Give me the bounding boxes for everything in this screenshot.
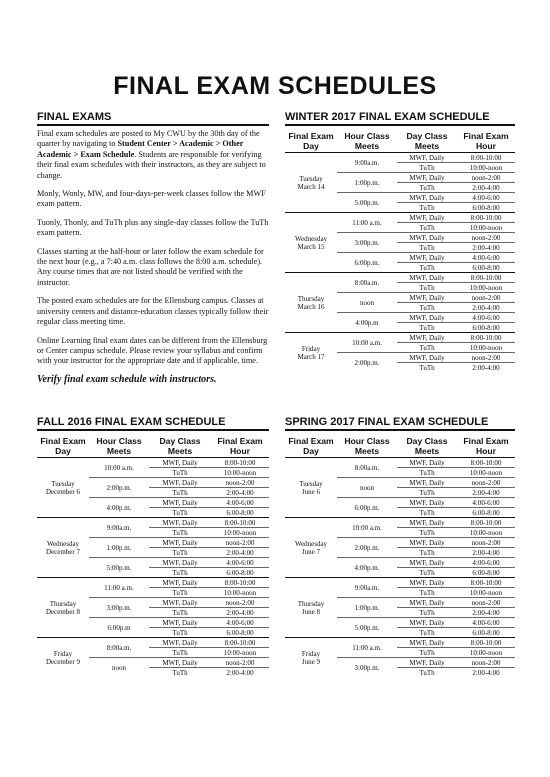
table-row <box>37 578 269 588</box>
exam-hour: 2:00-4:00 <box>457 548 515 558</box>
exam-hour: 2:00-4:00 <box>457 363 515 373</box>
exam-date: June 7 <box>301 547 321 556</box>
exam-hour: 2:00-4:00 <box>211 608 269 618</box>
spring-schedule-table <box>285 436 515 677</box>
exam-hour: 2:00-4:00 <box>211 548 269 558</box>
class-days: MWF, Daily <box>149 458 211 468</box>
class-hour: 3:00p.m. <box>337 658 397 678</box>
class-hour: 10:00 a.m. <box>337 333 397 353</box>
class-days: MWF, Daily <box>149 658 211 668</box>
final-exams-text <box>37 129 269 393</box>
exam-hour: 10:00-noon <box>457 163 515 173</box>
exam-day-cell <box>285 518 337 578</box>
exam-hour: 4:00-6:00 <box>457 253 515 263</box>
exam-day-cell <box>285 458 337 518</box>
class-hour: 1:00p.m. <box>337 173 397 193</box>
class-days: TuTh <box>149 668 211 678</box>
class-days: TuTh <box>149 508 211 518</box>
exam-hour: 8:00-10:00 <box>457 213 515 223</box>
exam-hour: noon-2:00 <box>211 658 269 668</box>
exam-hour: 4:00-6:00 <box>457 193 515 203</box>
column-header: Day Class Meets <box>397 436 457 458</box>
exam-hour: 2:00-4:00 <box>457 488 515 498</box>
fall-heading: FALL 2016 FINAL EXAM SCHEDULE <box>37 416 269 431</box>
exam-hour: 6:00-8:00 <box>457 203 515 213</box>
exam-date: December 9 <box>45 657 80 666</box>
class-hour: 9:00a.m. <box>89 518 149 538</box>
table-row <box>37 638 269 648</box>
class-hour: 6:00p.m <box>89 618 149 638</box>
class-days: MWF, Daily <box>149 558 211 568</box>
class-days: TuTh <box>149 608 211 618</box>
exam-day-cell <box>285 638 337 678</box>
exam-hour: 10:00-noon <box>211 588 269 598</box>
table-header-row <box>285 131 515 153</box>
intro-paragraph-3: Tuonly, Thonly, and TuTh plus any single-day classes follow the TuTh exam pattern. <box>37 217 269 238</box>
class-days: TuTh <box>397 263 457 273</box>
exam-date: March 17 <box>297 352 325 361</box>
class-hour: 5:00p.m. <box>337 618 397 638</box>
class-days: TuTh <box>397 568 457 578</box>
class-hour: 2:00p.m. <box>89 478 149 498</box>
column-header: Final Exam Day <box>37 436 89 458</box>
exam-date: June 8 <box>301 607 321 616</box>
class-days: TuTh <box>149 548 211 558</box>
class-days: TuTh <box>149 588 211 598</box>
class-days: MWF, Daily <box>397 618 457 628</box>
exam-hour: 8:00-10:00 <box>457 273 515 283</box>
exam-date: December 7 <box>45 547 80 556</box>
class-hour: 8:00a.m. <box>337 458 397 478</box>
exam-date: March 14 <box>297 182 325 191</box>
class-days: MWF, Daily <box>397 658 457 668</box>
winter-heading: WINTER 2017 FINAL EXAM SCHEDULE <box>285 111 515 126</box>
exam-hour: noon-2:00 <box>211 478 269 488</box>
column-header: Hour Class Meets <box>337 131 397 153</box>
exam-day-cell <box>285 333 337 373</box>
exam-hour: noon-2:00 <box>457 293 515 303</box>
class-days: MWF, Daily <box>149 618 211 628</box>
exam-hour: 6:00-8:00 <box>211 628 269 638</box>
class-days: TuTh <box>397 668 457 678</box>
exam-day-cell <box>37 518 89 578</box>
class-days: TuTh <box>397 588 457 598</box>
exam-hour: noon-2:00 <box>457 173 515 183</box>
class-days: TuTh <box>397 363 457 373</box>
class-days: MWF, Daily <box>149 498 211 508</box>
class-days: MWF, Daily <box>397 478 457 488</box>
exam-date: March 16 <box>297 302 325 311</box>
table-row <box>285 213 515 223</box>
class-hour: 5:00p.m. <box>89 558 149 578</box>
table-row <box>285 458 515 468</box>
class-hour: noon <box>337 478 397 498</box>
exam-hour: 6:00-8:00 <box>211 508 269 518</box>
class-days: TuTh <box>149 528 211 538</box>
exam-hour: 10:00-noon <box>457 588 515 598</box>
final-exams-heading: FINAL EXAMS <box>37 111 269 126</box>
class-days: MWF, Daily <box>397 153 457 163</box>
class-days: TuTh <box>397 548 457 558</box>
exam-hour: 10:00-noon <box>211 648 269 658</box>
exam-hour: 4:00-6:00 <box>457 558 515 568</box>
exam-hour: 10:00-noon <box>457 528 515 538</box>
class-days: TuTh <box>397 163 457 173</box>
class-days: TuTh <box>397 243 457 253</box>
column-header: Hour Class Meets <box>337 436 397 458</box>
class-hour: 3:00p.m. <box>337 233 397 253</box>
class-days: MWF, Daily <box>397 313 457 323</box>
class-days: MWF, Daily <box>397 353 457 363</box>
class-days: MWF, Daily <box>149 598 211 608</box>
column-header: Final Exam Day <box>285 436 337 458</box>
fall-schedule-table <box>37 436 269 677</box>
exam-hour: 2:00-4:00 <box>457 183 515 193</box>
exam-hour: 2:00-4:00 <box>457 608 515 618</box>
intro-paragraph-5: The posted exam schedules are for the Ellensburg campus. Classes at university centers and distance-education classes typically follow their regular class meeting time. <box>37 296 269 327</box>
table-row <box>285 638 515 648</box>
class-days: TuTh <box>397 648 457 658</box>
table-row <box>285 518 515 528</box>
exam-schedule-path: Student Center > Academic > Other Academic > Exam Schedule <box>37 139 244 159</box>
winter-schedule-table <box>285 131 515 372</box>
exam-hour: 8:00-10:00 <box>457 578 515 588</box>
intro-paragraph-4: Classes starting at the half-hour or later follow the exam schedule for the next hour (e.g., a 7:40 a.m. class follows the 8:00 a.m. schedule). Any course times that are not listed should be verified with the instructor. <box>37 246 264 287</box>
exam-hour: 8:00-10:00 <box>211 578 269 588</box>
exam-hour: 4:00-6:00 <box>457 498 515 508</box>
exam-hour: noon-2:00 <box>457 598 515 608</box>
exam-hour: 10:00-noon <box>211 528 269 538</box>
intro-paragraph-2: Monly, Wonly, MW, and four-days-per-week classes follow the MWF exam pattern. <box>37 189 266 209</box>
exam-hour: 10:00-noon <box>457 468 515 478</box>
exam-hour: 8:00-10:00 <box>211 518 269 528</box>
class-hour: 4:00p.m. <box>337 558 397 578</box>
exam-hour: 4:00-6:00 <box>457 618 515 628</box>
class-hour: 9:00a.m. <box>337 578 397 598</box>
class-hour: 1:00p.m. <box>89 538 149 558</box>
class-days: TuTh <box>397 303 457 313</box>
exam-day: Tuesday <box>299 479 323 488</box>
class-days: MWF, Daily <box>397 173 457 183</box>
exam-hour: 4:00-6:00 <box>211 618 269 628</box>
class-days: MWF, Daily <box>397 333 457 343</box>
class-days: TuTh <box>397 488 457 498</box>
exam-hour: 8:00-10:00 <box>457 638 515 648</box>
class-days: MWF, Daily <box>149 478 211 488</box>
column-header: Final Exam Hour <box>457 436 515 458</box>
class-days: MWF, Daily <box>397 253 457 263</box>
exam-day: Wednesday <box>46 539 80 548</box>
exam-hour: 6:00-8:00 <box>457 628 515 638</box>
class-days: TuTh <box>397 183 457 193</box>
class-hour: 11:00 a.m. <box>337 638 397 658</box>
table-row <box>37 458 269 468</box>
intro-paragraph-1 <box>37 129 269 181</box>
class-days: TuTh <box>397 628 457 638</box>
exam-hour: 10:00-noon <box>457 343 515 353</box>
exam-hour: noon-2:00 <box>211 538 269 548</box>
exam-hour: 6:00-8:00 <box>457 323 515 333</box>
exam-hour: 2:00-4:00 <box>457 668 515 678</box>
class-hour: 3:00p.m. <box>89 598 149 618</box>
exam-day: Thursday <box>297 294 325 303</box>
column-header: Final Exam Day <box>285 131 337 153</box>
class-days: MWF, Daily <box>149 638 211 648</box>
exam-hour: 6:00-8:00 <box>457 508 515 518</box>
class-days: TuTh <box>397 203 457 213</box>
class-hour: 1:00p.m. <box>337 598 397 618</box>
exam-date: March 15 <box>297 242 325 251</box>
exam-hour: noon-2:00 <box>211 598 269 608</box>
class-days: TuTh <box>397 528 457 538</box>
class-days: TuTh <box>149 568 211 578</box>
exam-hour: 10:00-noon <box>457 283 515 293</box>
exam-hour: 8:00-10:00 <box>211 458 269 468</box>
class-days: MWF, Daily <box>397 538 457 548</box>
class-days: MWF, Daily <box>149 578 211 588</box>
exam-day-cell <box>285 273 337 333</box>
exam-day: Thursday <box>49 599 77 608</box>
exam-day: Tuesday <box>51 479 75 488</box>
class-days: TuTh <box>397 323 457 333</box>
exam-date: December 6 <box>45 487 80 496</box>
class-days: MWF, Daily <box>397 498 457 508</box>
class-days: MWF, Daily <box>149 538 211 548</box>
exam-day-cell <box>285 213 337 273</box>
exam-day-cell <box>37 458 89 518</box>
table-header-row <box>37 436 269 458</box>
class-days: TuTh <box>397 283 457 293</box>
class-days: TuTh <box>149 628 211 638</box>
table-row <box>285 273 515 283</box>
exam-day: Thursday <box>297 599 325 608</box>
exam-day: Friday <box>53 649 73 658</box>
verify-note: Verify final exam schedule with instructors. <box>37 373 217 385</box>
exam-hour: 6:00-8:00 <box>457 568 515 578</box>
exam-hour: 10:00-noon <box>457 648 515 658</box>
class-hour: 6:00p.m. <box>337 498 397 518</box>
exam-day-cell <box>37 638 89 678</box>
column-header: Final Exam Hour <box>457 131 515 153</box>
exam-hour: 8:00-10:00 <box>457 518 515 528</box>
class-days: MWF, Daily <box>397 213 457 223</box>
exam-hour: 2:00-4:00 <box>457 303 515 313</box>
column-header: Final Exam Hour <box>211 436 269 458</box>
exam-hour: 8:00-10:00 <box>457 153 515 163</box>
class-days: MWF, Daily <box>397 458 457 468</box>
table-row <box>285 333 515 343</box>
class-days: TuTh <box>149 648 211 658</box>
exam-hour: 4:00-6:00 <box>211 498 269 508</box>
class-days: MWF, Daily <box>397 233 457 243</box>
class-days: MWF, Daily <box>149 518 211 528</box>
exam-day-cell <box>285 153 337 213</box>
exam-hour: 10:00-noon <box>457 223 515 233</box>
exam-day: Friday <box>301 344 321 353</box>
class-days: MWF, Daily <box>397 193 457 203</box>
class-days: MWF, Daily <box>397 598 457 608</box>
exam-hour: 8:00-10:00 <box>211 638 269 648</box>
exam-day: Wednesday <box>294 539 328 548</box>
exam-day: Wednesday <box>294 234 328 243</box>
class-hour: 8:00a.m. <box>89 638 149 658</box>
exam-hour: 6:00-8:00 <box>211 568 269 578</box>
column-header: Day Class Meets <box>149 436 211 458</box>
class-hour: 5:00p.m. <box>337 193 397 213</box>
class-hour: noon <box>337 293 397 313</box>
table-row <box>37 518 269 528</box>
class-hour: 11:00 a.m. <box>337 213 397 233</box>
exam-hour: 8:00-10:00 <box>457 458 515 468</box>
class-hour: 9:00a.m. <box>337 153 397 173</box>
exam-hour: 2:00-4:00 <box>211 488 269 498</box>
exam-date: June 6 <box>301 487 321 496</box>
page-title: FINAL EXAM SCHEDULES <box>113 72 437 100</box>
class-days: MWF, Daily <box>397 638 457 648</box>
class-hour: 8:00a.m. <box>337 273 397 293</box>
exam-day-cell <box>37 578 89 638</box>
exam-hour: 6:00-8:00 <box>457 263 515 273</box>
spring-heading: SPRING 2017 FINAL EXAM SCHEDULE <box>285 416 515 431</box>
intro-p1-text: Final exam schedules are posted to My CWU by the 30th day of the quarter by navigating to <box>37 129 260 149</box>
exam-hour: noon-2:00 <box>457 658 515 668</box>
column-header: Day Class Meets <box>397 131 457 153</box>
exam-hour: 4:00-6:00 <box>211 558 269 568</box>
class-hour: 4:00p.m <box>337 313 397 333</box>
exam-hour: noon-2:00 <box>457 233 515 243</box>
table-header-row <box>285 436 515 458</box>
exam-day: Tuesday <box>299 174 323 183</box>
intro-paragraph-6: Online Learning final exam dates can be different from the Ellensburg or Center campus schedule. Please review your syllabus and confirm with your instructor for the appropriate date and if applicable, time. <box>37 335 268 366</box>
exam-hour: 2:00-4:00 <box>211 668 269 678</box>
table-row <box>285 578 515 588</box>
class-days: MWF, Daily <box>397 578 457 588</box>
exam-date: December 8 <box>45 607 80 616</box>
column-header: Hour Class Meets <box>89 436 149 458</box>
class-days: MWF, Daily <box>397 273 457 283</box>
exam-day-cell <box>285 578 337 638</box>
class-hour: 6:00p.m. <box>337 253 397 273</box>
class-days: TuTh <box>397 343 457 353</box>
class-days: MWF, Daily <box>397 293 457 303</box>
class-days: MWF, Daily <box>397 558 457 568</box>
exam-hour: 4:00-6:00 <box>457 313 515 323</box>
class-hour: 2:00p.m. <box>337 353 397 373</box>
exam-day: Friday <box>301 649 321 658</box>
table-row <box>285 153 515 163</box>
class-days: MWF, Daily <box>397 518 457 528</box>
class-days: TuTh <box>149 488 211 498</box>
class-days: TuTh <box>149 468 211 478</box>
exam-hour: noon-2:00 <box>457 478 515 488</box>
exam-hour: 10:00-noon <box>211 468 269 478</box>
exam-hour: 8:00-10:00 <box>457 333 515 343</box>
class-days: TuTh <box>397 508 457 518</box>
class-hour: 4:00p.m. <box>89 498 149 518</box>
class-hour: noon <box>89 658 149 678</box>
class-hour: 10:00 a.m. <box>89 458 149 478</box>
class-hour: 2:00p.m. <box>337 538 397 558</box>
exam-date: June 9 <box>301 657 321 666</box>
class-hour: 11:00 a.m. <box>89 578 149 598</box>
intro-p1-text-end: . Students are responsible for verifying their final exam schedules with their instructors, as they are subject to change. <box>37 149 266 180</box>
class-hour: 10:00 a.m. <box>337 518 397 538</box>
class-days: TuTh <box>397 223 457 233</box>
class-days: TuTh <box>397 468 457 478</box>
exam-hour: noon-2:00 <box>457 353 515 363</box>
class-days: TuTh <box>397 608 457 618</box>
exam-hour: 2:00-4:00 <box>457 243 515 253</box>
exam-hour: noon-2:00 <box>457 538 515 548</box>
